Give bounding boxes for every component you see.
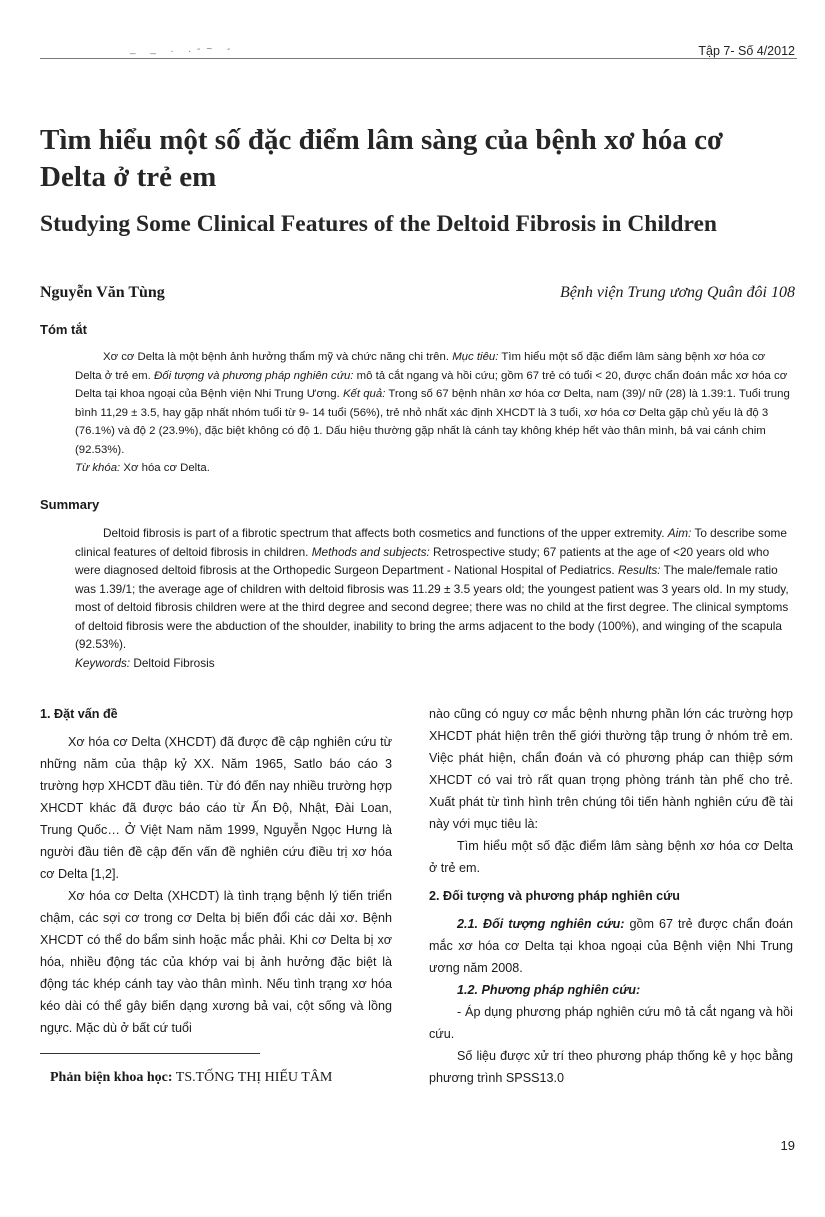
abs-en-aim-label: Aim: bbox=[667, 526, 692, 540]
body-right-paragraph-2: Tìm hiểu một số đặc điểm lâm sàng bệnh xơ hóa cơ Delta ở trẻ em. bbox=[429, 839, 793, 875]
abs-vn-aim-label: Mục tiêu: bbox=[452, 351, 499, 363]
section-2-1-label: 2.1. Đối tượng nghiên cứu: bbox=[457, 917, 625, 931]
body-right-paragraph-1: nào cũng có nguy cơ mắc bệnh nhưng phần lớn các trường hợp XHCDT phát hiện trên thế giới thường tập trung ở nhóm trẻ em. Việc phát hiện, chẩn đoán và có phương pháp can thiệp sớm XHCDT có vai trò rất quan trọng phòng tránh tàn phế cho trẻ. Xuất phát từ tình hình trên chúng tôi tiến hành nghiên cứu đề tài này với mục tiêu là: bbox=[429, 707, 793, 831]
abs-en-results-label: Results: bbox=[617, 563, 661, 577]
body-left-column bbox=[40, 703, 392, 1039]
footnote-rule bbox=[40, 1053, 260, 1054]
reviewer-footnote bbox=[50, 1070, 332, 1086]
abstract-vn-heading: Tóm tắt bbox=[40, 322, 87, 337]
abs-vn-text-4: Trong số 67 bệnh nhân xơ hóa cơ Delta, nam (39)/ nữ (28) là 1.39:1. Tuổi trung bình 11,29 ± 3.5, hay gặp nhất nhóm tuổi từ 9- 14 tuổi (56%), trẻ nhỏ nhất xác định XHCDT là 3 tuổi, xơ hóa cơ Delta gặp chủ yếu là độ 3 (76.1%) và độ 2 (23.9%), đặc biệt không có độ 1. Dấu hiệu thường gặp nhất là cánh tay không khép hết vào thân mình, bả vai cánh chim (92.53%). bbox=[75, 388, 790, 456]
abs-en-methods-label: Methods and subjects: bbox=[311, 544, 430, 559]
body-left-paragraph-1: Xơ hóa cơ Delta (XHCDT) đã được đề cập nghiên cứu từ những năm của thập kỷ XX. Năm 1965, Satlo báo cáo 3 trường hợp XHCDT đầu tiên. Từ đó đến nay nhiều trường hợp XHCDT khác đã được báo cáo từ Ấn Độ, Nhật, Đài Loan, Trung Quốc… Ở Việt Nam năm 1999, Nguyễn Ngọc Hưng là người đầu tiên đề cập đến vấn đề nghiên cứu điều trị xơ hóa cơ Delta [1,2]. bbox=[40, 735, 392, 881]
abs-vn-text-1: Xơ cơ Delta là một bệnh ảnh hưởng thẩm mỹ và chức năng chi trên. bbox=[103, 351, 453, 363]
abs-en-text-3: Retrospective study; 67 patients at the age of <20 years old who were diagnosed deltoid fibrosis at the Orthopedic Surgeon Department - National Hospital of Pediatrics. bbox=[75, 544, 770, 577]
abs-vn-keywords: Xơ hóa cơ Delta. bbox=[120, 462, 210, 474]
section-2-1-text: gồm 67 trẻ được chẩn đoán mắc xơ hóa cơ Delta tại khoa ngoại của Bệnh viện Nhi Trung ương năm 2008. bbox=[429, 917, 794, 975]
reviewer-label: Phản biện khoa học: bbox=[50, 1070, 173, 1085]
abs-en-keywords-label: Keywords: bbox=[75, 655, 131, 670]
abs-en-keywords: Deltoid Fibrosis bbox=[130, 655, 215, 670]
section-1-2-text-2: Số liệu được xử trí theo phương pháp thống kê y học bằng phương trình SPSS13.0 bbox=[429, 1049, 793, 1085]
page-number: 19 bbox=[780, 1138, 795, 1153]
abs-en-text-4: The male/female ratio was 1.39/1; the average age of children with deltoid fibrosis was 11.29 ± 3.5 years old; the youngest patient was 3 years old. In my study, most of deltoid fibrosis children were at the third degree and second degree; there was no child at the first degree. The clinical symptoms of deltoid fibrosis were the abduction of the shoulder, inability to bring the arms adjacent to the body (100%), and winging of the scapula (92.53%). bbox=[75, 563, 789, 651]
abs-vn-keywords-label: Từ khóa: bbox=[75, 462, 121, 474]
abstract-en-heading: Summary bbox=[40, 497, 100, 512]
section-1-2-label: 1.2. Phương pháp nghiên cứu: bbox=[457, 983, 641, 997]
abs-en-text-2: To describe some clinical features of deltoid fibrosis in children. bbox=[75, 526, 787, 559]
abstract-vn bbox=[75, 348, 792, 478]
section-1-heading: 1. Đặt vấn đề bbox=[40, 707, 118, 721]
abs-vn-text-3: mô tả cắt ngang và hồi cứu; gồm 67 trẻ có tuổi < 20, được chẩn đoán mắc xơ hóa cơ Delta tại khoa ngoại của Bệnh viện Nhi Trung Ương. bbox=[75, 369, 788, 400]
issue-label: Tập 7- Số 4/2012 bbox=[698, 44, 795, 58]
title-english: Studying Some Clinical Features of the Deltoid Fibrosis in Children bbox=[40, 211, 717, 237]
author: Nguyễn Văn Tùng bbox=[40, 284, 165, 301]
title-vietnamese: Tìm hiểu một số đặc điểm lâm sàng của bệnh xơ hóa cơ Delta ở trẻ em bbox=[40, 124, 724, 193]
reviewer-name: TS.TỐNG THỊ HIẾU TÂM bbox=[172, 1070, 333, 1085]
section-1-2-text: - Áp dụng phương pháp nghiên cứu mô tả cắt ngang và hồi cứu. bbox=[429, 1005, 793, 1041]
abs-vn-results-label: Kết quả: bbox=[342, 388, 386, 400]
header-rule bbox=[40, 58, 797, 59]
body-left-paragraph-2: Xơ hóa cơ Delta (XHCDT) là tình trạng bệnh lý tiến triển chậm, các sợi cơ trong cơ Delta bị biến đổi các dải xơ. Bệnh XHCDT có thể do bẩm sinh hoặc mắc phải. Khi cơ Delta bị xơ hóa, nhiều động tác của khớp vai bị ảnh hưởng đặc biệt là động tác khép cánh tay vào thân mình. Nếu tình trạng xơ hóa kéo dài có thể gây biến dạng xương bả vai, cột sống và lồng ngực. Mặc dù ở bất cứ tuổi bbox=[40, 889, 392, 1035]
abs-en-text-1: Deltoid fibrosis is part of a fibrotic spectrum that affects both cosmetics and functions of the upper extremity. bbox=[103, 526, 668, 540]
section-2-heading: 2. Đối tượng và phương pháp nghiên cứu bbox=[429, 889, 680, 903]
body-right-column bbox=[429, 703, 793, 1089]
abstract-en bbox=[75, 524, 793, 672]
affiliation: Bệnh viện Trung ương Quân đôi 108 bbox=[559, 284, 795, 301]
abs-vn-methods-label: Đối tượng và phương pháp nghiên cứu: bbox=[154, 369, 354, 382]
header-marks: _ _ . .-~ - bbox=[130, 44, 237, 55]
abs-vn-text-2: Tìm hiểu một số đặc điểm lâm sàng bệnh xơ hóa cơ Delta ở trẻ em. bbox=[75, 351, 766, 382]
